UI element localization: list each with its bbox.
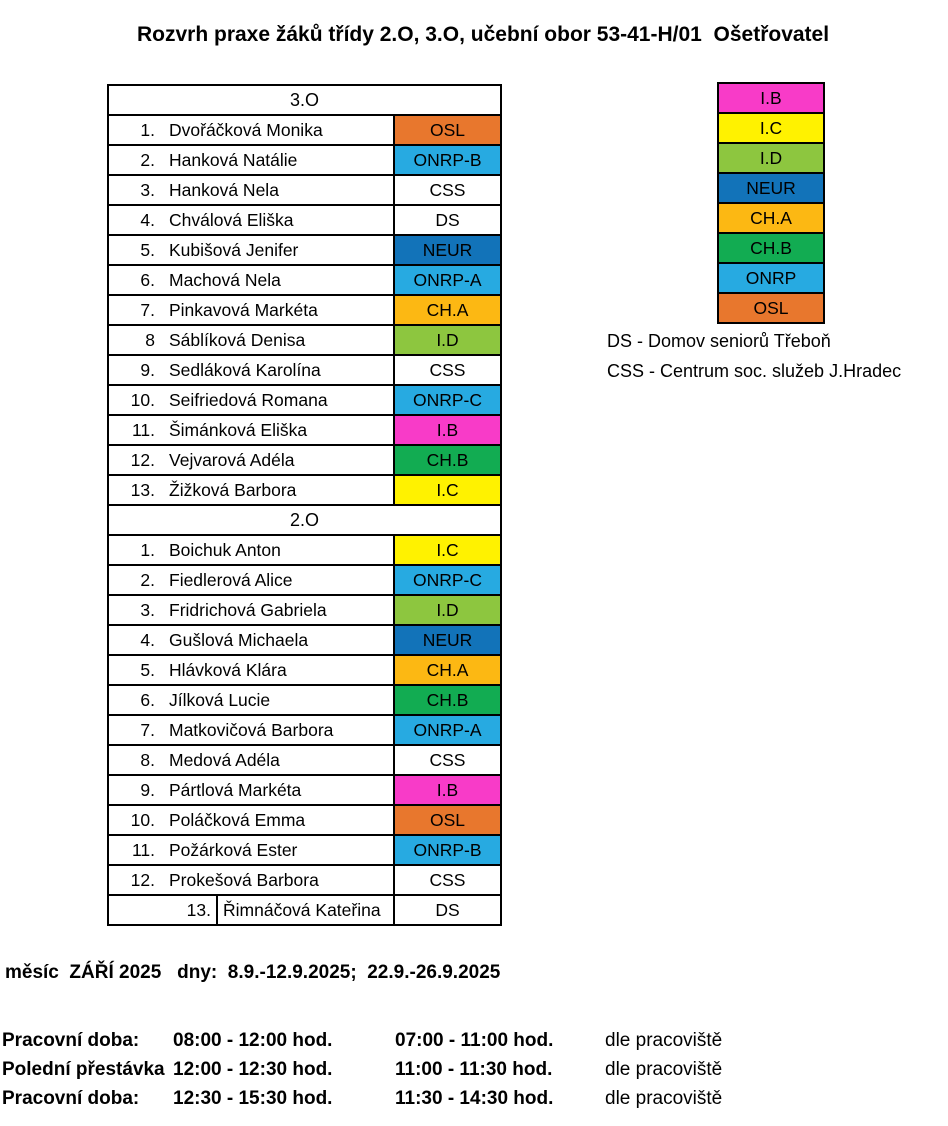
page-title: Rozvrh praxe žáků třídy 2.O, 3.O, učební obor 53-41-H/01 Ošetřovatel [137, 23, 830, 46]
assignment-code-cell: DS [393, 206, 500, 234]
student-name: Gušlová Michaela [169, 629, 309, 650]
legend-label: I.B [760, 87, 782, 108]
student-row [109, 626, 500, 656]
student-name: Fridrichová Gabriela [169, 599, 327, 620]
student-row [109, 866, 500, 896]
legend-label: NEUR [746, 177, 796, 198]
note-line-css: CSS - Centrum soc. služeb J.Hradec [607, 361, 902, 381]
student-name: Žižková Barbora [169, 479, 297, 500]
schedule-time-2: 11:30 - 14:30 hod. [395, 1087, 554, 1109]
student-name: Boichuk Anton [169, 539, 281, 560]
row-number: 8. [140, 749, 155, 770]
student-name: Řimnáčová Kateřina [223, 899, 381, 920]
legend-item [719, 144, 823, 174]
row-number: 9. [140, 359, 155, 380]
row-number: 3. [140, 179, 155, 200]
student-row [109, 356, 500, 386]
row-number: 5. [140, 239, 155, 260]
assignment-code-cell: CSS [393, 746, 500, 774]
legend-item [719, 204, 823, 234]
student-row [109, 716, 500, 746]
assignment-code-cell: ONRP-B [393, 836, 500, 864]
student-name: Matkovičová Barbora [169, 719, 334, 740]
student-name: Fiedlerová Alice [169, 569, 293, 590]
row-number: 1. [140, 119, 155, 140]
assignment-code-cell: I.B [393, 416, 500, 444]
student-row [109, 566, 500, 596]
schedule-row [2, 1084, 722, 1113]
student-name: Hanková Nela [169, 179, 279, 200]
assignment-code-cell: CSS [393, 356, 500, 384]
student-row [109, 416, 500, 446]
assignment-code-cell: I.D [393, 326, 500, 354]
row-number: 12. [130, 869, 155, 890]
row-number: 13. [109, 896, 218, 924]
student-row [109, 386, 500, 416]
student-row [109, 476, 500, 506]
assignment-code-cell: CH.B [393, 686, 500, 714]
student-row [109, 836, 500, 866]
student-name: Poláčková Emma [169, 809, 306, 830]
notes-block [607, 326, 901, 386]
legend-item [719, 264, 823, 294]
schedule-note: dle pracoviště [605, 1087, 723, 1109]
schedule-time-1: 12:00 - 12:30 hod. [173, 1058, 333, 1080]
row-number: 2. [140, 569, 155, 590]
legend-label: ONRP [745, 267, 797, 288]
student-name: Machová Nela [169, 269, 281, 290]
assignment-code-cell: NEUR [393, 626, 500, 654]
assignment-code-cell: ONRP-C [393, 566, 500, 594]
student-name: Vejvarová Adéla [169, 449, 295, 470]
note-line-ds: DS - Domov seniorů Třeboň [607, 331, 831, 351]
student-row [109, 746, 500, 776]
row-number: 8 [145, 329, 155, 350]
schedule-time-2: 11:00 - 11:30 hod. [395, 1058, 553, 1080]
assignment-code-cell: CH.A [393, 296, 500, 324]
row-number: 12. [130, 449, 155, 470]
student-name: Sáblíková Denisa [169, 329, 306, 350]
student-name: Kubišová Jenifer [169, 239, 299, 260]
row-number: 11. [131, 419, 155, 440]
student-name: Medová Adéla [169, 749, 280, 770]
schedule-time-2: 07:00 - 11:00 hod. [395, 1029, 554, 1051]
legend-label: OSL [753, 297, 789, 318]
row-number: 5. [140, 659, 155, 680]
assignment-code-cell: ONRP-B [393, 146, 500, 174]
row-number: 4. [140, 629, 155, 650]
assignment-code-cell: OSL [393, 806, 500, 834]
row-number: 7. [140, 299, 155, 320]
section-header-row [109, 506, 500, 536]
student-row [109, 806, 500, 836]
row-number: 11. [131, 839, 155, 860]
legend-item [719, 174, 823, 204]
legend-label: I.C [759, 117, 783, 138]
row-number: 6. [140, 689, 155, 710]
assignment-code-cell: CSS [393, 866, 500, 894]
assignment-code-cell: I.D [393, 596, 500, 624]
student-name: Požárková Ester [169, 839, 298, 860]
student-row [109, 446, 500, 476]
schedule-block [2, 1026, 722, 1113]
assignment-code-cell: ONRP-A [393, 716, 500, 744]
assignment-code-cell: CSS [393, 176, 500, 204]
assignment-code-cell: ONRP-C [393, 386, 500, 414]
student-row [109, 776, 500, 806]
month-line: měsíc ZÁŘÍ 2025 dny: 8.9.-12.9.2025; 22.9.-26.9.2025 [5, 962, 501, 983]
assignment-code-cell: I.C [393, 476, 500, 504]
student-row [109, 236, 500, 266]
section-header-row [109, 86, 500, 116]
row-number: 6. [140, 269, 155, 290]
schedule-row [2, 1055, 722, 1084]
legend [717, 82, 825, 324]
assignment-code-cell: I.B [393, 776, 500, 804]
schedule-label: Pracovní doba: [2, 1087, 140, 1109]
student-row [109, 296, 500, 326]
legend-item [719, 84, 823, 114]
row-number: 2. [140, 149, 155, 170]
student-row [109, 146, 500, 176]
student-name: Pártlová Markéta [169, 779, 302, 800]
schedule-row [2, 1026, 722, 1055]
student-name: Šimánková Eliška [169, 419, 308, 440]
assignment-code-cell: I.C [393, 536, 500, 564]
legend-label: I.D [759, 147, 783, 168]
student-name: Dvořáčková Monika [169, 119, 323, 140]
student-name: Sedláková Karolína [169, 359, 321, 380]
student-name: Chválová Eliška [169, 209, 294, 230]
row-number: 1. [140, 539, 155, 560]
student-row [109, 536, 500, 566]
schedule-label: Pracovní doba: [2, 1029, 140, 1051]
schedule-label: Polední přestávka [2, 1058, 165, 1080]
student-row [109, 686, 500, 716]
assignment-code-cell: NEUR [393, 236, 500, 264]
roster-table [107, 84, 502, 926]
row-number: 13. [130, 479, 155, 500]
student-row [109, 896, 500, 924]
row-number: 4. [140, 209, 155, 230]
schedule-note: dle pracoviště [605, 1058, 723, 1080]
section-header-label: 2.O [289, 509, 319, 530]
student-row [109, 176, 500, 206]
assignment-code-cell: CH.A [393, 656, 500, 684]
row-number: 7. [140, 719, 155, 740]
assignment-code-cell: ONRP-A [393, 266, 500, 294]
legend-label: CH.A [750, 207, 792, 228]
schedule-time-1: 08:00 - 12:00 hod. [173, 1029, 333, 1051]
row-number: 10. [130, 809, 155, 830]
row-number: 9. [140, 779, 155, 800]
student-name: Jílková Lucie [169, 689, 271, 710]
student-row [109, 116, 500, 146]
legend-label: CH.B [750, 237, 792, 258]
student-name: Hlávková Klára [169, 659, 287, 680]
assignment-code-cell: CH.B [393, 446, 500, 474]
legend-item [719, 114, 823, 144]
schedule-note: dle pracoviště [605, 1029, 723, 1051]
assignment-code-cell: OSL [393, 116, 500, 144]
assignment-code-cell: DS [393, 896, 500, 924]
row-number: 10. [130, 389, 155, 410]
student-name: Pinkavová Markéta [169, 299, 318, 320]
student-name: Hanková Natálie [169, 149, 298, 170]
row-number: 3. [140, 599, 155, 620]
schedule-time-1: 12:30 - 15:30 hod. [173, 1087, 333, 1109]
student-row [109, 656, 500, 686]
student-name: Seifriedová Romana [169, 389, 328, 410]
student-row [109, 206, 500, 236]
student-row [109, 596, 500, 626]
legend-item [719, 234, 823, 264]
student-name: Prokešová Barbora [169, 869, 319, 890]
section-header-label: 3.O [289, 89, 319, 110]
student-row [109, 266, 500, 296]
student-row [109, 326, 500, 356]
legend-item [719, 294, 823, 322]
